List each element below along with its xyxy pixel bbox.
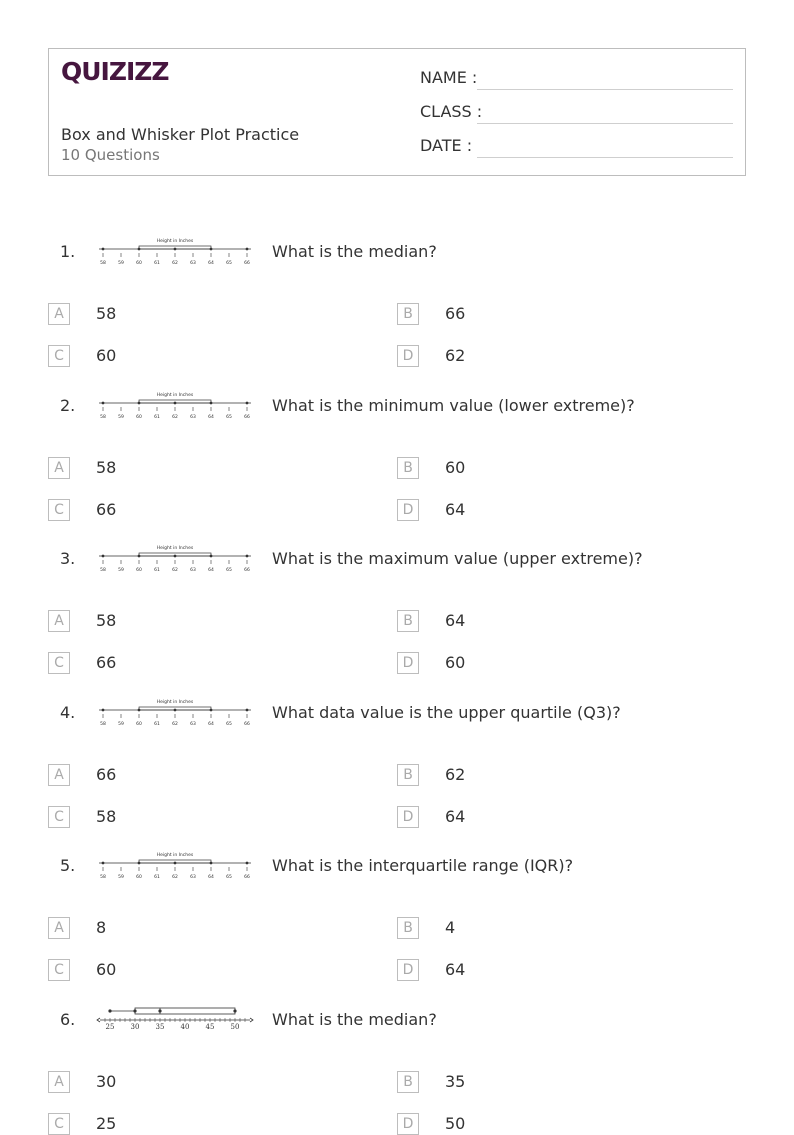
question-text: What is the maximum value (upper extreme)? <box>272 549 643 568</box>
option-d-box[interactable]: D <box>397 499 419 521</box>
option-c-value: 66 <box>96 653 117 672</box>
tick-label: 66 <box>244 415 250 420</box>
question-number: 5. <box>60 856 76 875</box>
q3-point <box>210 402 213 405</box>
tick-label: 60 <box>136 568 142 573</box>
question-number: 1. <box>60 242 76 261</box>
question-number: 3. <box>60 549 76 568</box>
tick-label: 59 <box>118 722 124 727</box>
tick-label: 65 <box>226 875 232 880</box>
tick-label: 64 <box>208 722 214 727</box>
tick-label: 60 <box>136 875 142 880</box>
min-point <box>108 1009 111 1012</box>
q1-point <box>138 555 141 558</box>
option-b-value: 64 <box>445 611 466 630</box>
box-plot-5 <box>96 852 254 882</box>
option-d-box[interactable]: D <box>397 1113 419 1135</box>
option-a-value: 8 <box>96 918 107 937</box>
option-c-box[interactable]: C <box>48 806 70 828</box>
box-plot-6 <box>96 1002 254 1034</box>
option-a-value: 58 <box>96 611 117 630</box>
option-a-box[interactable]: A <box>48 610 70 632</box>
tick-label: 61 <box>154 261 160 266</box>
worksheet-header <box>48 48 746 176</box>
tick-label: 60 <box>136 261 142 266</box>
min-point <box>102 709 105 712</box>
min-point <box>102 862 105 865</box>
option-c-box[interactable]: C <box>48 499 70 521</box>
option-b-value: 62 <box>445 765 466 784</box>
question-text: What is the interquartile range (IQR)? <box>272 856 574 875</box>
tick-label: 62 <box>172 875 178 880</box>
max-point <box>246 555 249 558</box>
tick-label: 61 <box>154 568 160 573</box>
tick-label: 30 <box>130 1023 140 1031</box>
tick-label: 65 <box>226 261 232 266</box>
box-plot-1 <box>96 238 254 268</box>
option-d-value: 50 <box>445 1114 466 1133</box>
tick-label: 64 <box>208 568 214 573</box>
tick-label: 65 <box>226 415 232 420</box>
option-b-value: 66 <box>445 304 466 323</box>
option-d-value: 62 <box>445 346 466 365</box>
option-d-value: 64 <box>445 500 466 519</box>
option-b-value: 35 <box>445 1072 466 1091</box>
option-b-box[interactable]: B <box>397 457 419 479</box>
class-label: CLASS : <box>420 102 483 121</box>
option-a-box[interactable]: A <box>48 1071 70 1093</box>
tick-label: 62 <box>172 568 178 573</box>
option-a-value: 66 <box>96 765 117 784</box>
q1-point <box>138 709 141 712</box>
date-field[interactable] <box>477 157 733 158</box>
option-b-box[interactable]: B <box>397 610 419 632</box>
option-c-value: 66 <box>96 500 117 519</box>
tick-label: 59 <box>118 568 124 573</box>
option-d-box[interactable]: D <box>397 345 419 367</box>
tick-label: 58 <box>100 415 106 420</box>
min-point <box>102 402 105 405</box>
max-point <box>246 709 249 712</box>
tick-label: 66 <box>244 722 250 727</box>
plot-title: Height in Inches <box>156 700 194 705</box>
class-field[interactable] <box>477 123 733 124</box>
tick-label: 61 <box>154 875 160 880</box>
tick-label: 50 <box>230 1023 240 1031</box>
tick-label: 64 <box>208 415 214 420</box>
option-d-box[interactable]: D <box>397 652 419 674</box>
box-plot-3 <box>96 545 254 575</box>
quizizz-logo: QUIZIZZ <box>61 57 169 86</box>
option-c-box[interactable]: C <box>48 345 70 367</box>
name-label: NAME : <box>420 68 478 87</box>
tick-label: 61 <box>154 722 160 727</box>
option-c-value: 60 <box>96 346 117 365</box>
tick-label: 59 <box>118 875 124 880</box>
option-c-value: 25 <box>96 1114 117 1133</box>
min-point <box>102 555 105 558</box>
option-b-box[interactable]: B <box>397 917 419 939</box>
max-point <box>246 862 249 865</box>
tick-label: 59 <box>118 261 124 266</box>
date-label: DATE : <box>420 136 473 155</box>
median-point <box>174 555 177 558</box>
tick-label: 66 <box>244 261 250 266</box>
option-c-box[interactable]: C <box>48 1113 70 1135</box>
tick-label: 25 <box>105 1023 115 1031</box>
tick-label: 58 <box>100 261 106 266</box>
tick-label: 66 <box>244 568 250 573</box>
median-point <box>158 1009 161 1012</box>
q3-point <box>210 709 213 712</box>
option-b-box[interactable]: B <box>397 764 419 786</box>
median-point <box>174 248 177 251</box>
option-b-value: 4 <box>445 918 456 937</box>
tick-label: 58 <box>100 875 106 880</box>
q1-point <box>133 1009 136 1012</box>
q1-point <box>138 248 141 251</box>
question-text: What is the median? <box>272 242 437 261</box>
question-text: What is the minimum value (lower extreme)? <box>272 396 635 415</box>
tick-label: 59 <box>118 415 124 420</box>
tick-label: 58 <box>100 568 106 573</box>
plot-title: Height in Inches <box>156 546 194 551</box>
tick-label: 62 <box>172 415 178 420</box>
question-number: 4. <box>60 703 76 722</box>
question-count: 10 Questions <box>61 146 160 164</box>
median-point <box>174 709 177 712</box>
tick-label: 63 <box>190 261 196 266</box>
option-b-value: 60 <box>445 458 466 477</box>
q3-point <box>210 248 213 251</box>
tick-label: 63 <box>190 875 196 880</box>
max-point <box>246 248 249 251</box>
tick-label: 63 <box>190 415 196 420</box>
q3-point <box>210 555 213 558</box>
q3-point <box>210 862 213 865</box>
question-text: What is the median? <box>272 1010 437 1029</box>
option-d-value: 60 <box>445 653 466 672</box>
option-b-box[interactable]: B <box>397 303 419 325</box>
tick-label: 58 <box>100 722 106 727</box>
tick-label: 63 <box>190 722 196 727</box>
max-point <box>233 1009 236 1012</box>
tick-label: 45 <box>205 1023 215 1031</box>
tick-label: 60 <box>136 722 142 727</box>
question-number: 2. <box>60 396 76 415</box>
option-d-value: 64 <box>445 960 466 979</box>
median-point <box>174 402 177 405</box>
worksheet-title: Box and Whisker Plot Practice <box>61 125 300 144</box>
name-field[interactable] <box>477 89 733 90</box>
tick-label: 62 <box>172 722 178 727</box>
option-c-value: 58 <box>96 807 117 826</box>
plot-title: Height in Inches <box>156 393 194 398</box>
min-point <box>102 248 105 251</box>
tick-label: 66 <box>244 875 250 880</box>
question-number: 6. <box>60 1010 76 1029</box>
option-c-value: 60 <box>96 960 117 979</box>
box-plot-2 <box>96 392 254 422</box>
question-text: What data value is the upper quartile (Q3)? <box>272 703 621 722</box>
option-d-box[interactable]: D <box>397 806 419 828</box>
plot-title: Height in Inches <box>156 853 194 858</box>
option-c-box[interactable]: C <box>48 652 70 674</box>
tick-label: 62 <box>172 261 178 266</box>
tick-label: 40 <box>180 1023 190 1031</box>
option-a-value: 58 <box>96 304 117 323</box>
option-d-value: 64 <box>445 807 466 826</box>
plot-title: Height in Inches <box>156 239 194 244</box>
box <box>135 1008 235 1014</box>
tick-label: 65 <box>226 568 232 573</box>
option-b-box[interactable]: B <box>397 1071 419 1093</box>
tick-label: 64 <box>208 875 214 880</box>
tick-label: 60 <box>136 415 142 420</box>
box-plot-4 <box>96 699 254 729</box>
q1-point <box>138 402 141 405</box>
option-a-value: 58 <box>96 458 117 477</box>
tick-label: 63 <box>190 568 196 573</box>
option-c-box[interactable]: C <box>48 959 70 981</box>
option-a-box[interactable]: A <box>48 764 70 786</box>
q1-point <box>138 862 141 865</box>
option-a-box[interactable]: A <box>48 303 70 325</box>
tick-label: 65 <box>226 722 232 727</box>
option-a-box[interactable]: A <box>48 457 70 479</box>
option-a-value: 30 <box>96 1072 117 1091</box>
option-d-box[interactable]: D <box>397 959 419 981</box>
median-point <box>174 862 177 865</box>
option-a-box[interactable]: A <box>48 917 70 939</box>
max-point <box>246 402 249 405</box>
tick-label: 61 <box>154 415 160 420</box>
tick-label: 35 <box>155 1023 165 1031</box>
tick-label: 64 <box>208 261 214 266</box>
